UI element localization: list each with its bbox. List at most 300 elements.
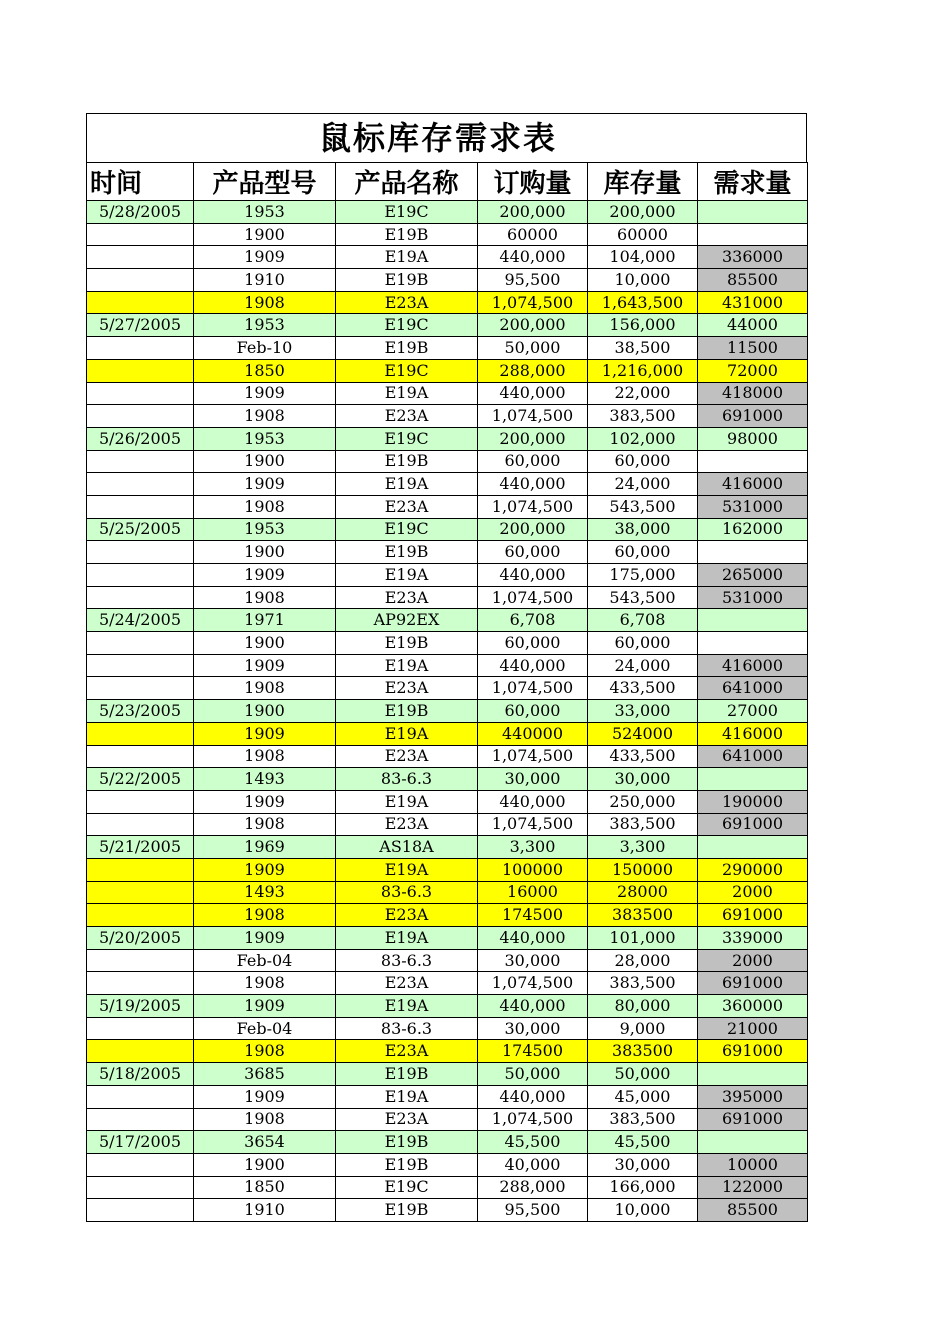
cell-name[interactable]: E19A [336, 246, 478, 269]
cell-model[interactable]: 1908 [194, 745, 336, 768]
cell-date[interactable]: 5/24/2005 [87, 609, 194, 632]
cell-name[interactable]: E19B [336, 337, 478, 360]
cell-order[interactable]: 440,000 [478, 654, 588, 677]
cell-order[interactable]: 60,000 [478, 541, 588, 564]
cell-stock[interactable]: 60,000 [588, 541, 698, 564]
cell-date[interactable] [87, 359, 194, 382]
cell-name[interactable]: E23A [336, 1108, 478, 1131]
cell-demand[interactable]: 416000 [698, 722, 808, 745]
header-row [87, 163, 808, 201]
cell-date[interactable] [87, 1153, 194, 1176]
cell-stock[interactable]: 9,000 [588, 1017, 698, 1040]
cell-demand[interactable]: 10000 [698, 1153, 808, 1176]
cell-order[interactable]: 60,000 [478, 450, 588, 473]
cell-order[interactable]: 174500 [478, 1040, 588, 1063]
cell-order[interactable]: 200,000 [478, 427, 588, 450]
cell-stock[interactable]: 28,000 [588, 949, 698, 972]
cell-model[interactable]: Feb-04 [194, 1017, 336, 1040]
header-demand[interactable]: 需求量 [698, 163, 808, 201]
cell-order[interactable]: 288,000 [478, 1176, 588, 1199]
cell-demand[interactable]: 691000 [698, 972, 808, 995]
cell-name[interactable]: E23A [336, 405, 478, 428]
cell-demand[interactable]: 531000 [698, 495, 808, 518]
cell-date[interactable]: 5/25/2005 [87, 518, 194, 541]
cell-stock[interactable]: 433,500 [588, 677, 698, 700]
cell-demand[interactable] [698, 450, 808, 473]
cell-stock[interactable]: 175,000 [588, 564, 698, 587]
cell-date[interactable]: 5/20/2005 [87, 927, 194, 950]
header-stock[interactable]: 库存量 [588, 163, 698, 201]
cell-demand[interactable]: 162000 [698, 518, 808, 541]
cell-stock[interactable]: 383,500 [588, 1108, 698, 1131]
cell-demand[interactable]: 290000 [698, 858, 808, 881]
cell-stock[interactable]: 1,643,500 [588, 291, 698, 314]
cell-model[interactable]: 1908 [194, 586, 336, 609]
cell-demand[interactable]: 72000 [698, 359, 808, 382]
table-row [87, 337, 808, 360]
cell-demand[interactable]: 691000 [698, 1040, 808, 1063]
cell-model[interactable]: 1908 [194, 1108, 336, 1131]
cell-demand[interactable]: 11500 [698, 337, 808, 360]
cell-name[interactable]: E23A [336, 1040, 478, 1063]
cell-order[interactable]: 1,074,500 [478, 586, 588, 609]
cell-order[interactable]: 440000 [478, 722, 588, 745]
cell-order[interactable]: 100000 [478, 858, 588, 881]
cell-date[interactable] [87, 495, 194, 518]
cell-demand[interactable]: 360000 [698, 995, 808, 1018]
cell-stock[interactable]: 24,000 [588, 654, 698, 677]
table-row [87, 1085, 808, 1108]
cell-name[interactable]: E23A [336, 586, 478, 609]
cell-order[interactable]: 50,000 [478, 1063, 588, 1086]
cell-date[interactable] [87, 1040, 194, 1063]
cell-demand[interactable]: 691000 [698, 405, 808, 428]
cell-date[interactable] [87, 632, 194, 655]
cell-date[interactable] [87, 541, 194, 564]
cell-order[interactable]: 30,000 [478, 949, 588, 972]
cell-demand[interactable]: 691000 [698, 904, 808, 927]
cell-stock[interactable]: 383,500 [588, 813, 698, 836]
table-row [87, 700, 808, 723]
cell-model[interactable]: 1908 [194, 972, 336, 995]
cell-model[interactable]: 1909 [194, 722, 336, 745]
cell-model[interactable]: 1909 [194, 564, 336, 587]
cell-name[interactable]: E19A [336, 382, 478, 405]
cell-date[interactable] [87, 337, 194, 360]
cell-date[interactable] [87, 949, 194, 972]
header-date[interactable]: 时间 [87, 163, 194, 201]
table-row [87, 382, 808, 405]
cell-name[interactable]: AP92EX [336, 609, 478, 632]
cell-name[interactable]: 83-6.3 [336, 949, 478, 972]
cell-date[interactable]: 5/17/2005 [87, 1131, 194, 1154]
cell-date[interactable] [87, 564, 194, 587]
cell-order[interactable]: 288,000 [478, 359, 588, 382]
cell-model[interactable]: 1908 [194, 677, 336, 700]
cell-demand[interactable] [698, 836, 808, 859]
cell-stock[interactable]: 33,000 [588, 700, 698, 723]
cell-demand[interactable]: 122000 [698, 1176, 808, 1199]
cell-demand[interactable]: 85500 [698, 1199, 808, 1222]
table-row [87, 541, 808, 564]
cell-model[interactable]: 1910 [194, 1199, 336, 1222]
cell-demand[interactable]: 395000 [698, 1085, 808, 1108]
cell-model[interactable]: 1493 [194, 881, 336, 904]
cell-date[interactable] [87, 972, 194, 995]
cell-date[interactable] [87, 790, 194, 813]
cell-name[interactable]: E19A [336, 473, 478, 496]
cell-model[interactable]: 1953 [194, 427, 336, 450]
cell-order[interactable]: 45,500 [478, 1131, 588, 1154]
cell-date[interactable]: 5/28/2005 [87, 201, 194, 224]
cell-stock[interactable]: 166,000 [588, 1176, 698, 1199]
cell-order[interactable]: 1,074,500 [478, 745, 588, 768]
cell-name[interactable]: E19B [336, 541, 478, 564]
cell-model[interactable]: 1900 [194, 450, 336, 473]
cell-demand[interactable] [698, 609, 808, 632]
cell-demand[interactable]: 265000 [698, 564, 808, 587]
cell-name[interactable]: E19C [336, 518, 478, 541]
cell-order[interactable]: 174500 [478, 904, 588, 927]
table-row [87, 405, 808, 428]
cell-order[interactable]: 1,074,500 [478, 1108, 588, 1131]
cell-stock[interactable]: 156,000 [588, 314, 698, 337]
cell-stock[interactable]: 60000 [588, 223, 698, 246]
cell-demand[interactable] [698, 1131, 808, 1154]
cell-stock[interactable]: 50,000 [588, 1063, 698, 1086]
cell-demand[interactable]: 416000 [698, 473, 808, 496]
cell-stock[interactable]: 524000 [588, 722, 698, 745]
cell-name[interactable]: E19C [336, 201, 478, 224]
cell-order[interactable]: 60,000 [478, 632, 588, 655]
cell-stock[interactable]: 150000 [588, 858, 698, 881]
table-row [87, 745, 808, 768]
cell-model[interactable]: 1850 [194, 1176, 336, 1199]
cell-demand[interactable]: 2000 [698, 881, 808, 904]
cell-model[interactable]: 3685 [194, 1063, 336, 1086]
cell-model[interactable]: 1908 [194, 291, 336, 314]
spreadsheet [86, 113, 807, 1222]
cell-name[interactable]: 83-6.3 [336, 1017, 478, 1040]
cell-date[interactable] [87, 745, 194, 768]
cell-order[interactable]: 1,074,500 [478, 291, 588, 314]
cell-model[interactable]: 1969 [194, 836, 336, 859]
cell-stock[interactable]: 30,000 [588, 1153, 698, 1176]
cell-name[interactable]: E19C [336, 359, 478, 382]
cell-demand[interactable] [698, 201, 808, 224]
cell-date[interactable] [87, 813, 194, 836]
cell-name[interactable]: E23A [336, 495, 478, 518]
table-row [87, 1017, 808, 1040]
cell-name[interactable]: E19A [336, 790, 478, 813]
cell-demand[interactable]: 416000 [698, 654, 808, 677]
cell-name[interactable]: 83-6.3 [336, 768, 478, 791]
cell-order[interactable]: 440,000 [478, 564, 588, 587]
cell-stock[interactable]: 101,000 [588, 927, 698, 950]
cell-stock[interactable]: 433,500 [588, 745, 698, 768]
cell-model[interactable]: 1953 [194, 314, 336, 337]
cell-order[interactable]: 1,074,500 [478, 677, 588, 700]
cell-stock[interactable]: 3,300 [588, 836, 698, 859]
cell-name[interactable]: E19B [336, 450, 478, 473]
cell-date[interactable] [87, 1199, 194, 1222]
cell-stock[interactable]: 22,000 [588, 382, 698, 405]
cell-demand[interactable]: 27000 [698, 700, 808, 723]
cell-order[interactable]: 40,000 [478, 1153, 588, 1176]
cell-name[interactable]: E19B [336, 1063, 478, 1086]
cell-date[interactable]: 5/21/2005 [87, 836, 194, 859]
table-row [87, 927, 808, 950]
cell-order[interactable]: 1,074,500 [478, 405, 588, 428]
cell-demand[interactable]: 641000 [698, 677, 808, 700]
cell-order[interactable]: 1,074,500 [478, 495, 588, 518]
cell-model[interactable]: 1909 [194, 790, 336, 813]
cell-order[interactable]: 3,300 [478, 836, 588, 859]
cell-date[interactable] [87, 654, 194, 677]
cell-date[interactable] [87, 1108, 194, 1131]
cell-model[interactable]: Feb-04 [194, 949, 336, 972]
cell-stock[interactable]: 80,000 [588, 995, 698, 1018]
cell-model[interactable]: 1909 [194, 995, 336, 1018]
cell-model[interactable]: Feb-10 [194, 337, 336, 360]
cell-model[interactable]: 1900 [194, 632, 336, 655]
cell-name[interactable]: E19C [336, 314, 478, 337]
cell-stock[interactable]: 383500 [588, 904, 698, 927]
cell-stock[interactable]: 45,500 [588, 1131, 698, 1154]
cell-model[interactable]: 1908 [194, 813, 336, 836]
cell-model[interactable]: 1953 [194, 201, 336, 224]
cell-name[interactable]: E19A [336, 654, 478, 677]
cell-model[interactable]: 3654 [194, 1131, 336, 1154]
table-row [87, 564, 808, 587]
cell-name[interactable]: E19B [336, 223, 478, 246]
cell-date[interactable]: 5/18/2005 [87, 1063, 194, 1086]
cell-stock[interactable]: 30,000 [588, 768, 698, 791]
cell-stock[interactable]: 383500 [588, 1040, 698, 1063]
cell-stock[interactable]: 24,000 [588, 473, 698, 496]
cell-demand[interactable] [698, 223, 808, 246]
cell-stock[interactable]: 28000 [588, 881, 698, 904]
cell-model[interactable]: 1971 [194, 609, 336, 632]
cell-order[interactable]: 60000 [478, 223, 588, 246]
cell-date[interactable]: 5/23/2005 [87, 700, 194, 723]
cell-name[interactable]: E19A [336, 927, 478, 950]
cell-stock[interactable]: 38,000 [588, 518, 698, 541]
cell-model[interactable]: 1953 [194, 518, 336, 541]
cell-order[interactable]: 6,708 [478, 609, 588, 632]
cell-model[interactable]: 1910 [194, 269, 336, 292]
cell-model[interactable]: 1493 [194, 768, 336, 791]
table-row [87, 1063, 808, 1086]
cell-model[interactable]: 1908 [194, 904, 336, 927]
cell-stock[interactable]: 383,500 [588, 405, 698, 428]
cell-order[interactable]: 95,500 [478, 269, 588, 292]
cell-demand[interactable]: 339000 [698, 927, 808, 950]
cell-stock[interactable]: 200,000 [588, 201, 698, 224]
cell-date[interactable] [87, 450, 194, 473]
cell-date[interactable]: 5/22/2005 [87, 768, 194, 791]
cell-demand[interactable] [698, 768, 808, 791]
cell-demand[interactable]: 691000 [698, 1108, 808, 1131]
cell-order[interactable]: 440,000 [478, 473, 588, 496]
table-row [87, 359, 808, 382]
cell-stock[interactable]: 250,000 [588, 790, 698, 813]
cell-order[interactable]: 440,000 [478, 790, 588, 813]
cell-name[interactable]: E23A [336, 972, 478, 995]
cell-stock[interactable]: 104,000 [588, 246, 698, 269]
cell-name[interactable]: E19A [336, 722, 478, 745]
cell-demand[interactable]: 2000 [698, 949, 808, 972]
cell-demand[interactable] [698, 541, 808, 564]
cell-model[interactable]: 1900 [194, 541, 336, 564]
cell-name[interactable]: E19B [336, 269, 478, 292]
cell-model[interactable]: 1900 [194, 700, 336, 723]
cell-demand[interactable]: 44000 [698, 314, 808, 337]
cell-date[interactable]: 5/27/2005 [87, 314, 194, 337]
cell-name[interactable]: E19B [336, 1131, 478, 1154]
cell-name[interactable]: E19A [336, 995, 478, 1018]
cell-date[interactable] [87, 1017, 194, 1040]
cell-model[interactable]: 1900 [194, 223, 336, 246]
cell-stock[interactable]: 60,000 [588, 450, 698, 473]
cell-name[interactable]: E19A [336, 564, 478, 587]
cell-order[interactable]: 200,000 [478, 314, 588, 337]
cell-demand[interactable] [698, 1063, 808, 1086]
cell-date[interactable]: 5/19/2005 [87, 995, 194, 1018]
cell-order[interactable]: 440,000 [478, 927, 588, 950]
cell-model[interactable]: 1909 [194, 1085, 336, 1108]
cell-order[interactable]: 50,000 [478, 337, 588, 360]
cell-stock[interactable]: 102,000 [588, 427, 698, 450]
cell-name[interactable]: E19C [336, 427, 478, 450]
sheet-title: 鼠标库存需求表 [86, 113, 807, 162]
cell-model[interactable]: 1909 [194, 473, 336, 496]
cell-date[interactable] [87, 858, 194, 881]
cell-date[interactable] [87, 405, 194, 428]
cell-model[interactable]: 1909 [194, 246, 336, 269]
cell-order[interactable]: 440,000 [478, 1085, 588, 1108]
cell-model[interactable]: 1850 [194, 359, 336, 382]
cell-demand[interactable]: 431000 [698, 291, 808, 314]
cell-demand[interactable]: 85500 [698, 269, 808, 292]
cell-date[interactable] [87, 246, 194, 269]
cell-order[interactable]: 1,074,500 [478, 972, 588, 995]
cell-demand[interactable]: 418000 [698, 382, 808, 405]
table-body [87, 201, 808, 1222]
cell-model[interactable]: 1909 [194, 927, 336, 950]
cell-order[interactable]: 16000 [478, 881, 588, 904]
cell-demand[interactable]: 98000 [698, 427, 808, 450]
cell-name[interactable]: E19B [336, 700, 478, 723]
table-row [87, 881, 808, 904]
cell-order[interactable]: 30,000 [478, 768, 588, 791]
cell-demand[interactable] [698, 632, 808, 655]
cell-name[interactable]: E23A [336, 677, 478, 700]
cell-name[interactable]: E23A [336, 745, 478, 768]
cell-model[interactable]: 1909 [194, 382, 336, 405]
cell-order[interactable]: 1,074,500 [478, 813, 588, 836]
table-row [87, 836, 808, 859]
cell-stock[interactable]: 45,000 [588, 1085, 698, 1108]
cell-date[interactable] [87, 904, 194, 927]
cell-date[interactable]: 5/26/2005 [87, 427, 194, 450]
table-row [87, 904, 808, 927]
cell-date[interactable] [87, 881, 194, 904]
cell-model[interactable]: 1900 [194, 1153, 336, 1176]
table-row [87, 450, 808, 473]
cell-model[interactable]: 1909 [194, 654, 336, 677]
cell-stock[interactable]: 1,216,000 [588, 359, 698, 382]
cell-stock[interactable]: 543,500 [588, 586, 698, 609]
cell-date[interactable] [87, 1176, 194, 1199]
cell-date[interactable] [87, 382, 194, 405]
cell-date[interactable] [87, 722, 194, 745]
cell-demand[interactable]: 691000 [698, 813, 808, 836]
cell-name[interactable]: E19B [336, 1199, 478, 1222]
cell-order[interactable]: 30,000 [478, 1017, 588, 1040]
cell-model[interactable]: 1908 [194, 1040, 336, 1063]
cell-stock[interactable]: 38,500 [588, 337, 698, 360]
cell-order[interactable]: 440,000 [478, 382, 588, 405]
header-name[interactable]: 产品名称 [336, 163, 478, 201]
cell-date[interactable] [87, 1085, 194, 1108]
cell-order[interactable]: 200,000 [478, 201, 588, 224]
cell-stock[interactable]: 543,500 [588, 495, 698, 518]
cell-order[interactable]: 60,000 [478, 700, 588, 723]
cell-order[interactable]: 200,000 [478, 518, 588, 541]
table-row [87, 677, 808, 700]
cell-name[interactable]: E23A [336, 291, 478, 314]
cell-order[interactable]: 440,000 [478, 246, 588, 269]
cell-demand[interactable]: 641000 [698, 745, 808, 768]
cell-stock[interactable]: 60,000 [588, 632, 698, 655]
cell-model[interactable]: 1908 [194, 495, 336, 518]
cell-name[interactable]: E19A [336, 858, 478, 881]
cell-order[interactable]: 95,500 [478, 1199, 588, 1222]
cell-model[interactable]: 1909 [194, 858, 336, 881]
cell-order[interactable]: 440,000 [478, 995, 588, 1018]
table-row [87, 518, 808, 541]
cell-demand[interactable]: 21000 [698, 1017, 808, 1040]
cell-stock[interactable]: 383,500 [588, 972, 698, 995]
cell-date[interactable] [87, 291, 194, 314]
cell-stock[interactable]: 10,000 [588, 269, 698, 292]
cell-model[interactable]: 1908 [194, 405, 336, 428]
cell-name[interactable]: E23A [336, 904, 478, 927]
cell-name[interactable]: E19C [336, 1176, 478, 1199]
cell-date[interactable] [87, 586, 194, 609]
cell-demand[interactable]: 531000 [698, 586, 808, 609]
cell-date[interactable] [87, 223, 194, 246]
cell-name[interactable]: E19B [336, 1153, 478, 1176]
table-row [87, 223, 808, 246]
cell-name[interactable]: AS18A [336, 836, 478, 859]
cell-date[interactable] [87, 473, 194, 496]
cell-name[interactable]: E19B [336, 632, 478, 655]
cell-date[interactable] [87, 677, 194, 700]
cell-name[interactable]: E23A [336, 813, 478, 836]
cell-demand[interactable]: 336000 [698, 246, 808, 269]
table-row [87, 427, 808, 450]
cell-demand[interactable]: 190000 [698, 790, 808, 813]
header-order[interactable]: 订购量 [478, 163, 588, 201]
cell-date[interactable] [87, 269, 194, 292]
cell-stock[interactable]: 10,000 [588, 1199, 698, 1222]
cell-stock[interactable]: 6,708 [588, 609, 698, 632]
cell-name[interactable]: 83-6.3 [336, 881, 478, 904]
cell-name[interactable]: E19A [336, 1085, 478, 1108]
header-model[interactable]: 产品型号 [194, 163, 336, 201]
